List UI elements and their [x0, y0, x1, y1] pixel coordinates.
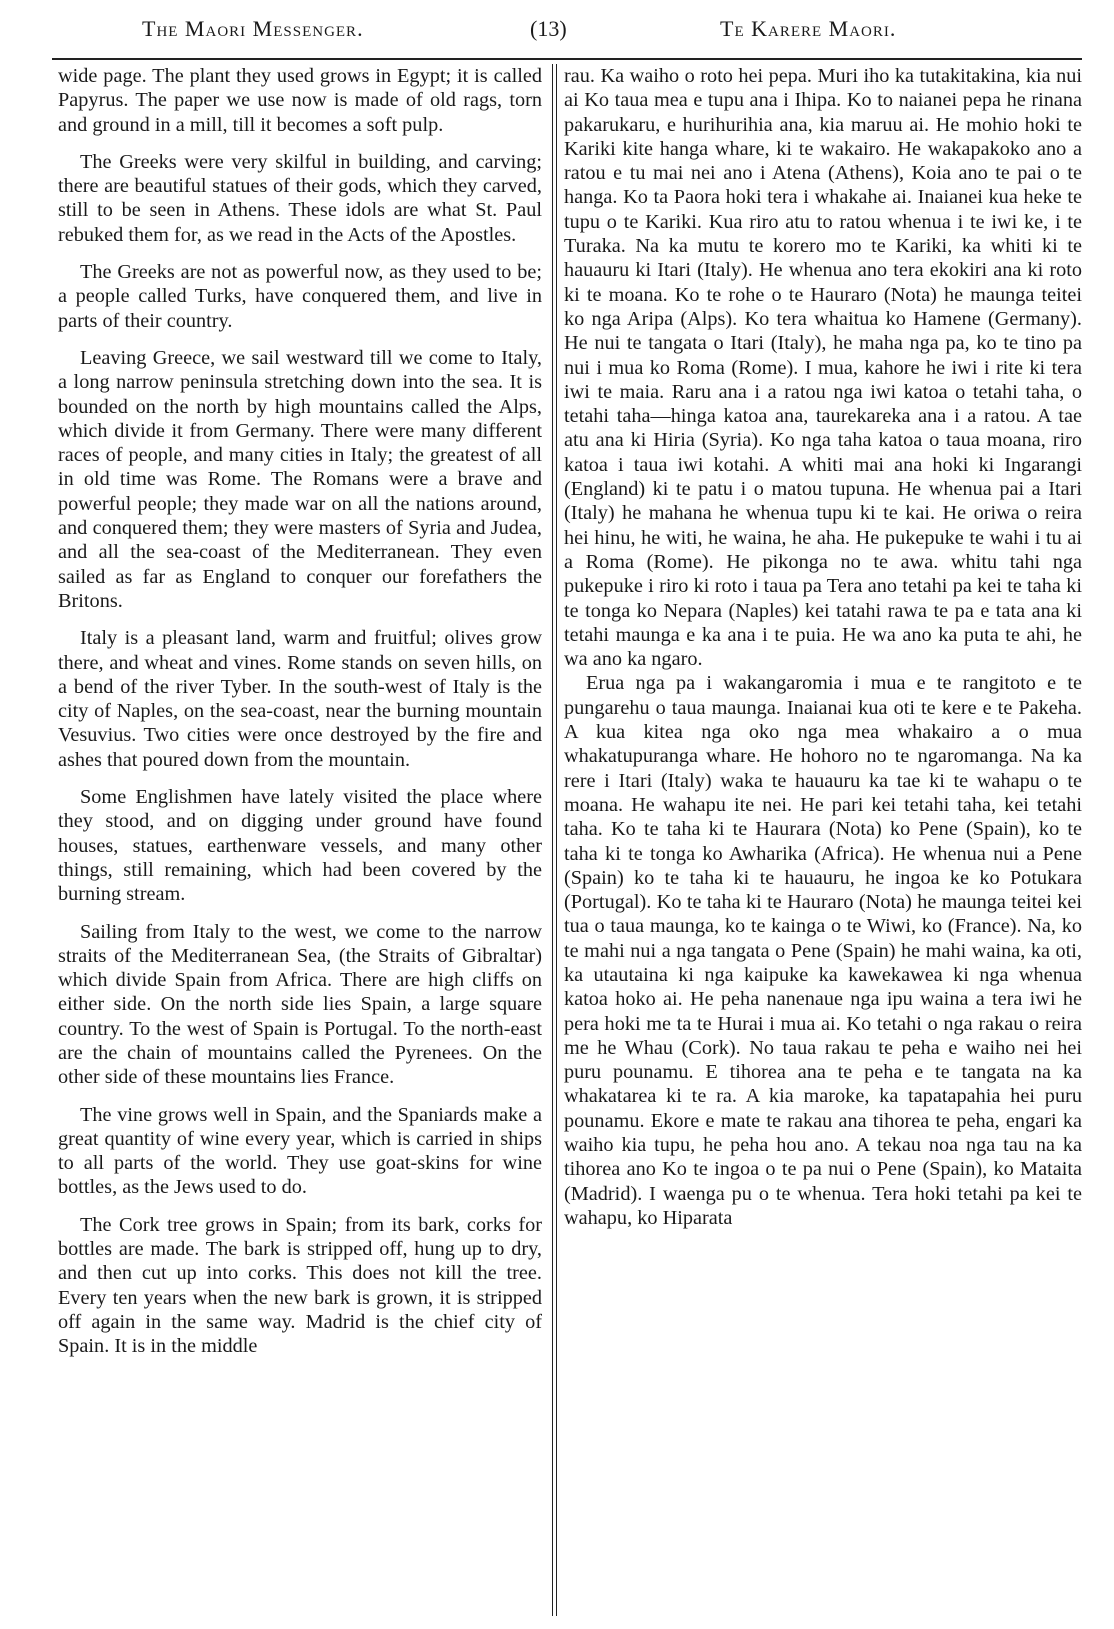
header-english-title: The Maori Messenger.: [142, 16, 364, 41]
english-paragraph: Leaving Greece, we sail westward till we come to Italy, a long narrow peninsula stretching down into the sea. It is bounded on the north by high mountains called the Alps, which divide it from Germany. There were many different races of people, and many cities in Italy; the greatest of all in old time was Rome. The Romans were a brave and powerful people; they made war on all the nations around, and conquered them; they were masters of Syria and Judea, and all the sea-coast of the Mediterranean. They even sailed as far as England to conquer our forefathers the Britons.: [58, 346, 542, 612]
english-paragraph: The vine grows well in Spain, and the Spaniards make a great quantity of wine every year, which is carried in ships to all parts of the world. They use goat-skins for wine bottles, as the Jews used to do.: [58, 1103, 542, 1199]
english-paragraph: The Greeks were very skilful in building, and carving; there are beautiful statues of their gods, which they carved, still to be seen in Athens. These idols are what St. Paul rebuked them for, as we read in the Acts of the Apostles.: [58, 150, 542, 246]
page-number: (13): [530, 16, 567, 41]
english-paragraph: wide page. The plant they used grows in Egypt; it is called Papyrus. The paper we use now is made of old rags, torn and ground in a mill, till it becomes a soft pulp.: [58, 65, 542, 136]
english-paragraph: Italy is a pleasant land, warm and fruitful; olives grow there, and wheat and vines. Rome stands on seven hills, on a bend of the river Tyber. In the south-west of Italy is the city of Naples, on the sea-coast, near the burning mountain Vesuvius. Two cities were once destroyed by the fire and ashes that poured down from the mountain.: [58, 627, 542, 771]
english-paragraph: Sailing from Italy to the west, we come to the narrow straits of the Mediterranean Sea, (the Straits of Gibraltar) which divide Spain from Africa. There are high cliffs on either side. On the north side lies Spain, a large square country. To the west of Spain is Portugal. To the north-east are the chain of mountains called the Pyrenees. On the other side of these mountains lies France.: [58, 920, 542, 1089]
maori-paragraph: rau. Ka waiho o roto hei pepa. Muri iho ka tutakitakina, kia nui ai Ko taua mea e tupu ana i Ihipa. Ko to naianei pepa he rinana pakarukaru, e hurihurihia ana, kia maruu ai. He mohio hoki te Kariki kite hanga whare, ki te wakairo. He wakapakoko ano a ratou e tu mai nei ano i Atena (Athens), Koia ano te pai o te hanga. Ko ta Paora hoki tera i whakahe ai. Inaianei kua heke te tupu o te Kariki. Kua riro atu to ratou whenua i te iwi ke, i te Turaka. Na ka mutu te korero mo te Kariki, ka whiti ki te hauauru ki Itari (Italy). He whenua ano tera ekokiri ana ki roto ki te moana. Ko te rohe o te Hauraro (Nota) he maunga teitei ko nga Aripa (Alps). Ko tera whaitua ko Hamene (Germany). He nui te tangata o Itari (Italy), he maha nga pa, ko te tino pa nui i mua ko Roma (Rome). I mua, kahore he iwi i rite ki tera iwi te maia. Raru ana i a ratou nga iwi katoa o tetahi taha, o tetahi taha—hinga katoa ana, taurekareka ana i a ratou. A tae atu ana ki Hiria (Syria). Ko nga taha katoa o taua moana, riro katoa i taua iwi kotahi. A whiti mai ana hoki ki Ingarangi (England) ki te patu i o matou tupuna. He whenua pai a Itari (Italy) he mahana he whenua tupu ki te kai. He oriwa o reira hei hinu, he witi, he waina, he aha. He pukepuke te wahi i tu ai a Roma (Rome). He pikonga no te awa. whitu tahi nga pukepuke i riro ki roto i taua pa Tera ano tetahi pa kei te taha ki te tonga ko Nepara (Naples) kei tatahi rawa te pa e tata ana ki tetahi maunga e ka ana i te puia. He wa ano ka puta te ahi, he wa ano ka ngaro.: [564, 65, 1082, 671]
maori-column: [564, 64, 1082, 1230]
english-paragraph: The Cork tree grows in Spain; from its bark, corks for bottles are made. The bark is stripped off, hung up to dry, and then cut up into corks. This does not kill the tree. Every ten years when the new bark is grown, it is stripped off again in the same way. Madrid is the chief city of Spain. It is in the middle: [58, 1213, 542, 1358]
english-column: [58, 64, 542, 1372]
column-divider: [552, 64, 553, 1616]
english-paragraph: Some Englishmen have lately visited the place where they stood, and on digging under ground have found houses, statues, earthenware vessels, and many other things, still remaining, which had been covered by the burning stream.: [58, 786, 542, 906]
maori-paragraph: Erua nga pa i wakangaromia i mua e te rangitoto e te pungarehu o taua maunga. Inaianai kua oti te kere e te Pakeha. A kua kitea nga oko nga mea whakairo a o mua whakatupuranga whare. He hohoro no te ngaromanga. Na ka rere i Itari (Italy) waka te hauauru ka tae ki te wahapu o te moana. He wahapu ite nei. He pari kei tetahi taha, kei tetahi taha. Ko te taha ki te Haurara (Nota) ko Pene (Spain), ko te taha ki te tonga ko Awharika (Africa). He whenua nui a Pene (Spain) ko te taha ki te hauauru, he ingoa ke ko Potukara (Portugal). Ko te taha ki te Hauraro (Nota) he maunga teitei kei tua o taua maunga, ko te kainga o te Wiwi, ko (France). Na, ko te mahi nui a nga tangata o Pene (Spain) he mahi waina, ka oti, ka utautaina ki nga kaipuke ka kawekawea ki nga whenua katoa hoko ai. He peha nanenaue nga ipu waina a tera iwi he pera hoki me ta te Hurai i mua ai. Ko tetahi o nga rakau o reira me he Whau (Cork). No taua rakau te peha e waiho nei hei puru pounamu. E tihorea ana te peha e te tangata na ka whakatarea ki te ra. A kia maroke, ka tapatapahia hei puru pounamu. Ekore e mate te rakau ana tihorea te peha, engari ka waiho kia tupu, he peha hou ano. A tekau noa nga tau na ka tihorea ano Ko te ingoa o te pa nui o Pene (Spain), ko Mataita (Madrid). I waenga pu o te whenua. Tera hoki tetahi pa kei te wahapu, ko Hiparata: [564, 672, 1082, 1229]
column-divider: [556, 64, 557, 1616]
running-head: [52, 16, 1082, 50]
header-rule: [52, 58, 1082, 60]
english-paragraph: The Greeks are not as powerful now, as they used to be; a people called Turks, have conquered them, and live in parts of their country.: [58, 261, 542, 332]
header-maori-title: Te Karere Maori.: [720, 16, 897, 41]
